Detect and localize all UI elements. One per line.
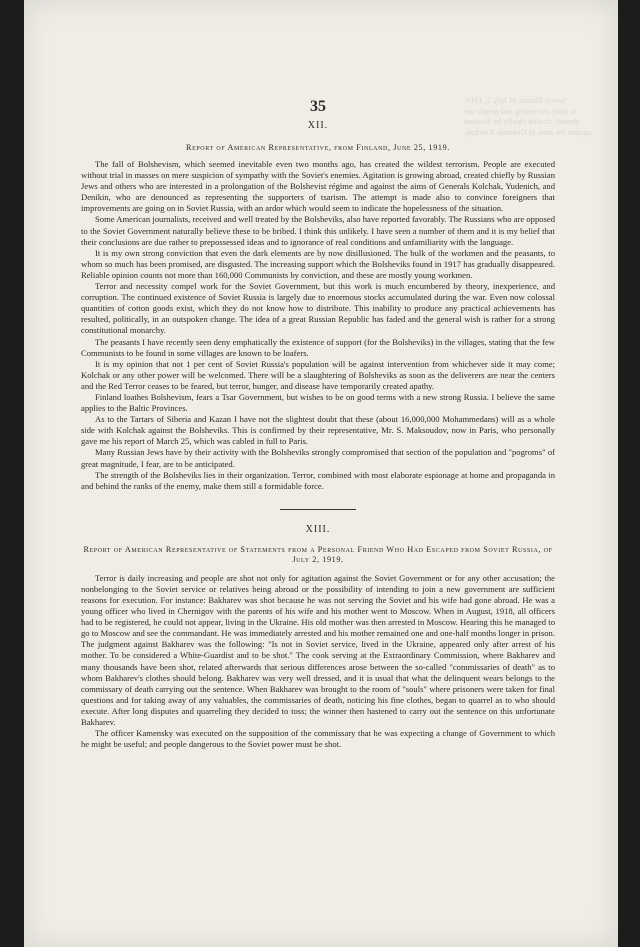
section-divider [280,509,356,510]
paragraph: It is my own strong conviction that even the dark elements are by now disillusioned. The bulk of the workmen and the peasants, to whom so much has been promised, are disgusted. The increasing support which the Bolsheviks found in 1917 has gradually disappeared. Reliable opinion counts not more than 160,000 Communists by conviction, and these are mostly young workmen. [81,247,555,280]
section-xiii [81,524,555,751]
paragraph: The peasants I have recently seen deny emphatically the existence of support (for the Bolsheviks) in the villages, stating that the few Communists to be found in some villages are known to be loafers. [81,336,555,358]
section-heading: Report of American Representative, from Finland, June 25, 1919. [186,143,450,152]
paragraph: Terror and necessity compel work for the Soviet Government, but this work is much encumbered by theory, inexperience, and corruption. The continued existence of Soviet Russia is largely due to enormous stocks accumulated during the war. Even now colossal quantities of cotton goods exist, which they do not know how to distribute. This inability to produce any practical achievements has resulted, politically, in an outspoken change. The idea of a great Russian Republic has faded and the general wish is rather for a strong constitutional monarchy. [81,281,555,336]
page-number: 35 [310,98,326,115]
bleed-line: abroad, created chiefly by Russian [464,117,580,126]
bleed-line: against the aims of Generals Kolchak, [464,127,592,137]
section-xii [81,120,555,492]
paragraph: As to the Tartars of Siberia and Kazan I have not the slightest doubt that these (about 16,000,000 Mohammedans) will as a whole side with Kolchak against the Bolsheviks. This is confirmed by their representative, Mr. S. Maksoudov, now in Paris, who personally gave me his report of March 25, which was cabled in full to Paris. [81,414,555,447]
bleed-line: is daily increasing and people are [464,106,576,116]
paragraph: The fall of Bolshevism, which seemed inevitable even two months ago, has created the wildest terrorism. People are executed without trial in masses on mere suspicion of sympathy with the Soviet's enemies. Agitation is growing abroad, created chiefly by Russian Jews and others who are interested in a prolongation of the Bolshevist régime and against the aims of Generals Kolchak, Yudenich, and Denikin, who are denounced as representing the supporters of tsarism. The attempt is made also to convince foreigners that improvements are going on in Soviet Russia, with an ardor which would seem to indicate the hopelessness of the situation. [81,159,555,214]
paragraph: Terror is daily increasing and people are shot not only for agitation against the Soviet Government or for any other accusation; the nonbelonging to the Soviet service or relatives being abroad or the possibility of intending to join a new government are sufficient reasons for execution. For instance: Bakharev was shot because he was not serving the Soviet and his wife had gone abroad. He was a young officer who lived in Chernigov with the parents of his wife and his mother went to Moscow. When in August, 1918, all officers had to be registered, he could not appear, living in the Ukraine. His old mother was then arrested in Moscow. Hearing this he managed to go to Moscow and see the commandant. He was immediately arrested and his mother remained one and one-half months longer in prison. The judgment against Bakharev was the following: "Is not in Soviet service, lived in the Ukraine, appeared only after arrest of his mother. To be considered a White-Guardist and to be shot." The cook serving at the Extraordinary Commission, where Bakharev and many thousands have been shot, related afterwards that serious differences arose between the so-called "commissaries of death" as to whom Bakharev's clothes should belong. Bakharev was very well dressed, and it is usual that what the delinquent wears belongs to the commissary of death carrying out the sentence. When Bakharev was brought to the room of "souls" where prisoners were taken for final questions and for taking away of any valuables, the commissaries of death, noticing his fine clothes, began to quarrel as to who should execute. After long disputes and quarreling they decided to toss; the winner then hastened to carry out the sentence on this unfortunate Bakharev. [81,572,555,728]
bleed-line: Soviet Russia, of July 2, 1919. [464,96,567,105]
section-heading: Report of American Representative of Statements from a Personal Friend Who Had Escaped from Soviet Russia, of July 2, 1919. [83,544,553,564]
paragraph: The strength of the Bolsheviks lies in their organization. Terror, combined with most elaborate espionage at home and propaganda in and behind the ranks of the enemy, make them still a formidable force. [81,469,555,491]
paragraph: Finland loathes Bolshevism, fears a Tsar Government, but wishes to be on good terms with a new strong Russia. I believe the same applies to the Baltic Provinces. [81,391,555,414]
page-content [81,98,555,750]
paragraph: Some American journalists, received and well treated by the Bolsheviks, also have reported favorably. The Russians who are opposed to the Soviet Government naturally believe these to be bribed. I think this unlikely. I have seen a number of them and it is my belief that their conclusions are due rather to prepossessed ideas and to ignorance of real conditions and unfamiliarity with the language. [81,214,555,247]
document-page [24,0,618,947]
paragraph: The officer Kamensky was executed on the supposition of the commissary that he was expecting a change of Government to which he might be useful; and people dangerous to the Soviet power must be shot. [81,728,555,750]
section-numeral: XIII. [305,523,331,535]
paragraph: It is my opinion that not 1 per cent of Soviet Russia's population will be against intervention from whichever side it may come; Kolchak or any other power will be welcomed. There will be a slaughtering of Bolsheviks as soon as the deliverers are near the centers and the Red Terror ceases to be feared, but terror, hunger, and disease have temporarily created apathy. [81,358,555,391]
paragraph: Many Russian Jews have by their activity with the Bolsheviks strongly compromised that section of the population and "pogroms" of great magnitude, I fear, are to be anticipated. [81,447,555,469]
section-numeral: XII. [307,120,329,131]
